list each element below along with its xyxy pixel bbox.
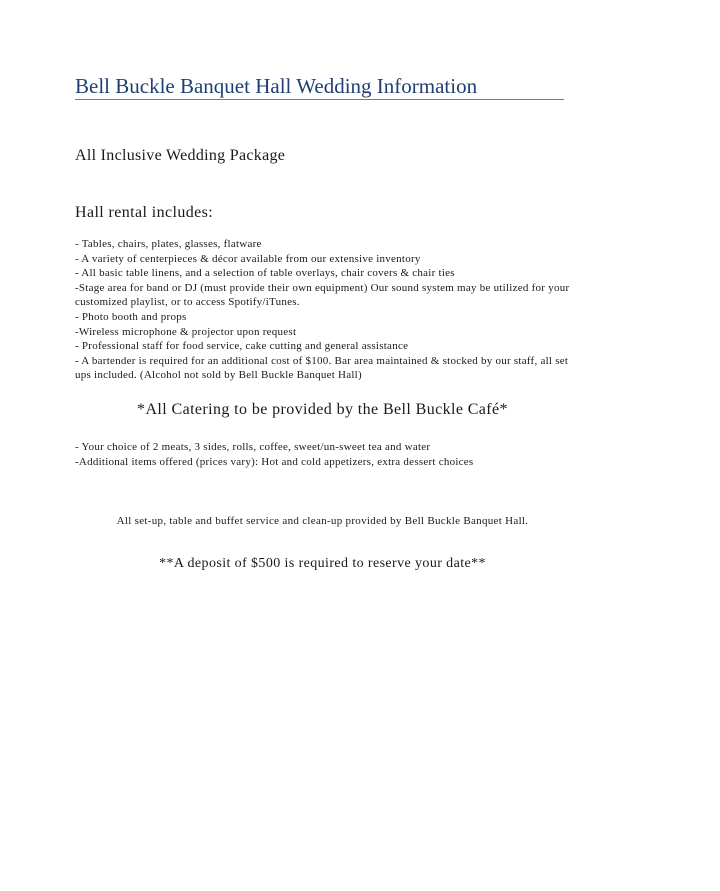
document-title: Bell Buckle Banquet Hall Wedding Information bbox=[75, 74, 564, 100]
deposit-note: **A deposit of $500 is required to reserve your date** bbox=[159, 556, 486, 571]
catering-list bbox=[75, 440, 570, 470]
list-item: - A bartender is required for an additional cost of $100. Bar area maintained & stocked by our staff, all set ups included. (Alcohol not sold by Bell Buckle Banquet Hall) bbox=[75, 354, 569, 382]
list-item: - Your choice of 2 meats, 3 sides, rolls, coffee, sweet/un-sweet tea and water bbox=[75, 441, 431, 453]
list-item: -Additional items offered (prices vary): Hot and cold appetizers, extra dessert choices bbox=[75, 456, 474, 468]
list-item: - Photo booth and props bbox=[75, 310, 187, 323]
hall-rental-list bbox=[75, 237, 570, 383]
list-item: - Professional staff for food service, cake cutting and general assistance bbox=[75, 340, 409, 353]
list-item: - All basic table linens, and a selection of table overlays, chair covers & chair ties bbox=[75, 267, 455, 280]
package-name: All Inclusive Wedding Package bbox=[75, 147, 286, 164]
list-item: - A variety of centerpieces & décor available from our extensive inventory bbox=[75, 252, 421, 265]
list-item: -Wireless microphone & projector upon request bbox=[75, 325, 297, 338]
service-note: All set-up, table and buffet service and clean-up provided by Bell Buckle Banquet Hall. bbox=[116, 515, 529, 527]
list-item: - Tables, chairs, plates, glasses, flatware bbox=[75, 238, 262, 250]
hall-rental-heading: Hall rental includes: bbox=[75, 204, 214, 221]
catering-heading: *All Catering to be provided by the Bell Buckle Café* bbox=[137, 401, 508, 418]
list-item: -Stage area for band or DJ (must provide their own equipment) Our sound system may be utilized for your customized playlist, or to access Spotify/iTunes. bbox=[75, 281, 570, 309]
